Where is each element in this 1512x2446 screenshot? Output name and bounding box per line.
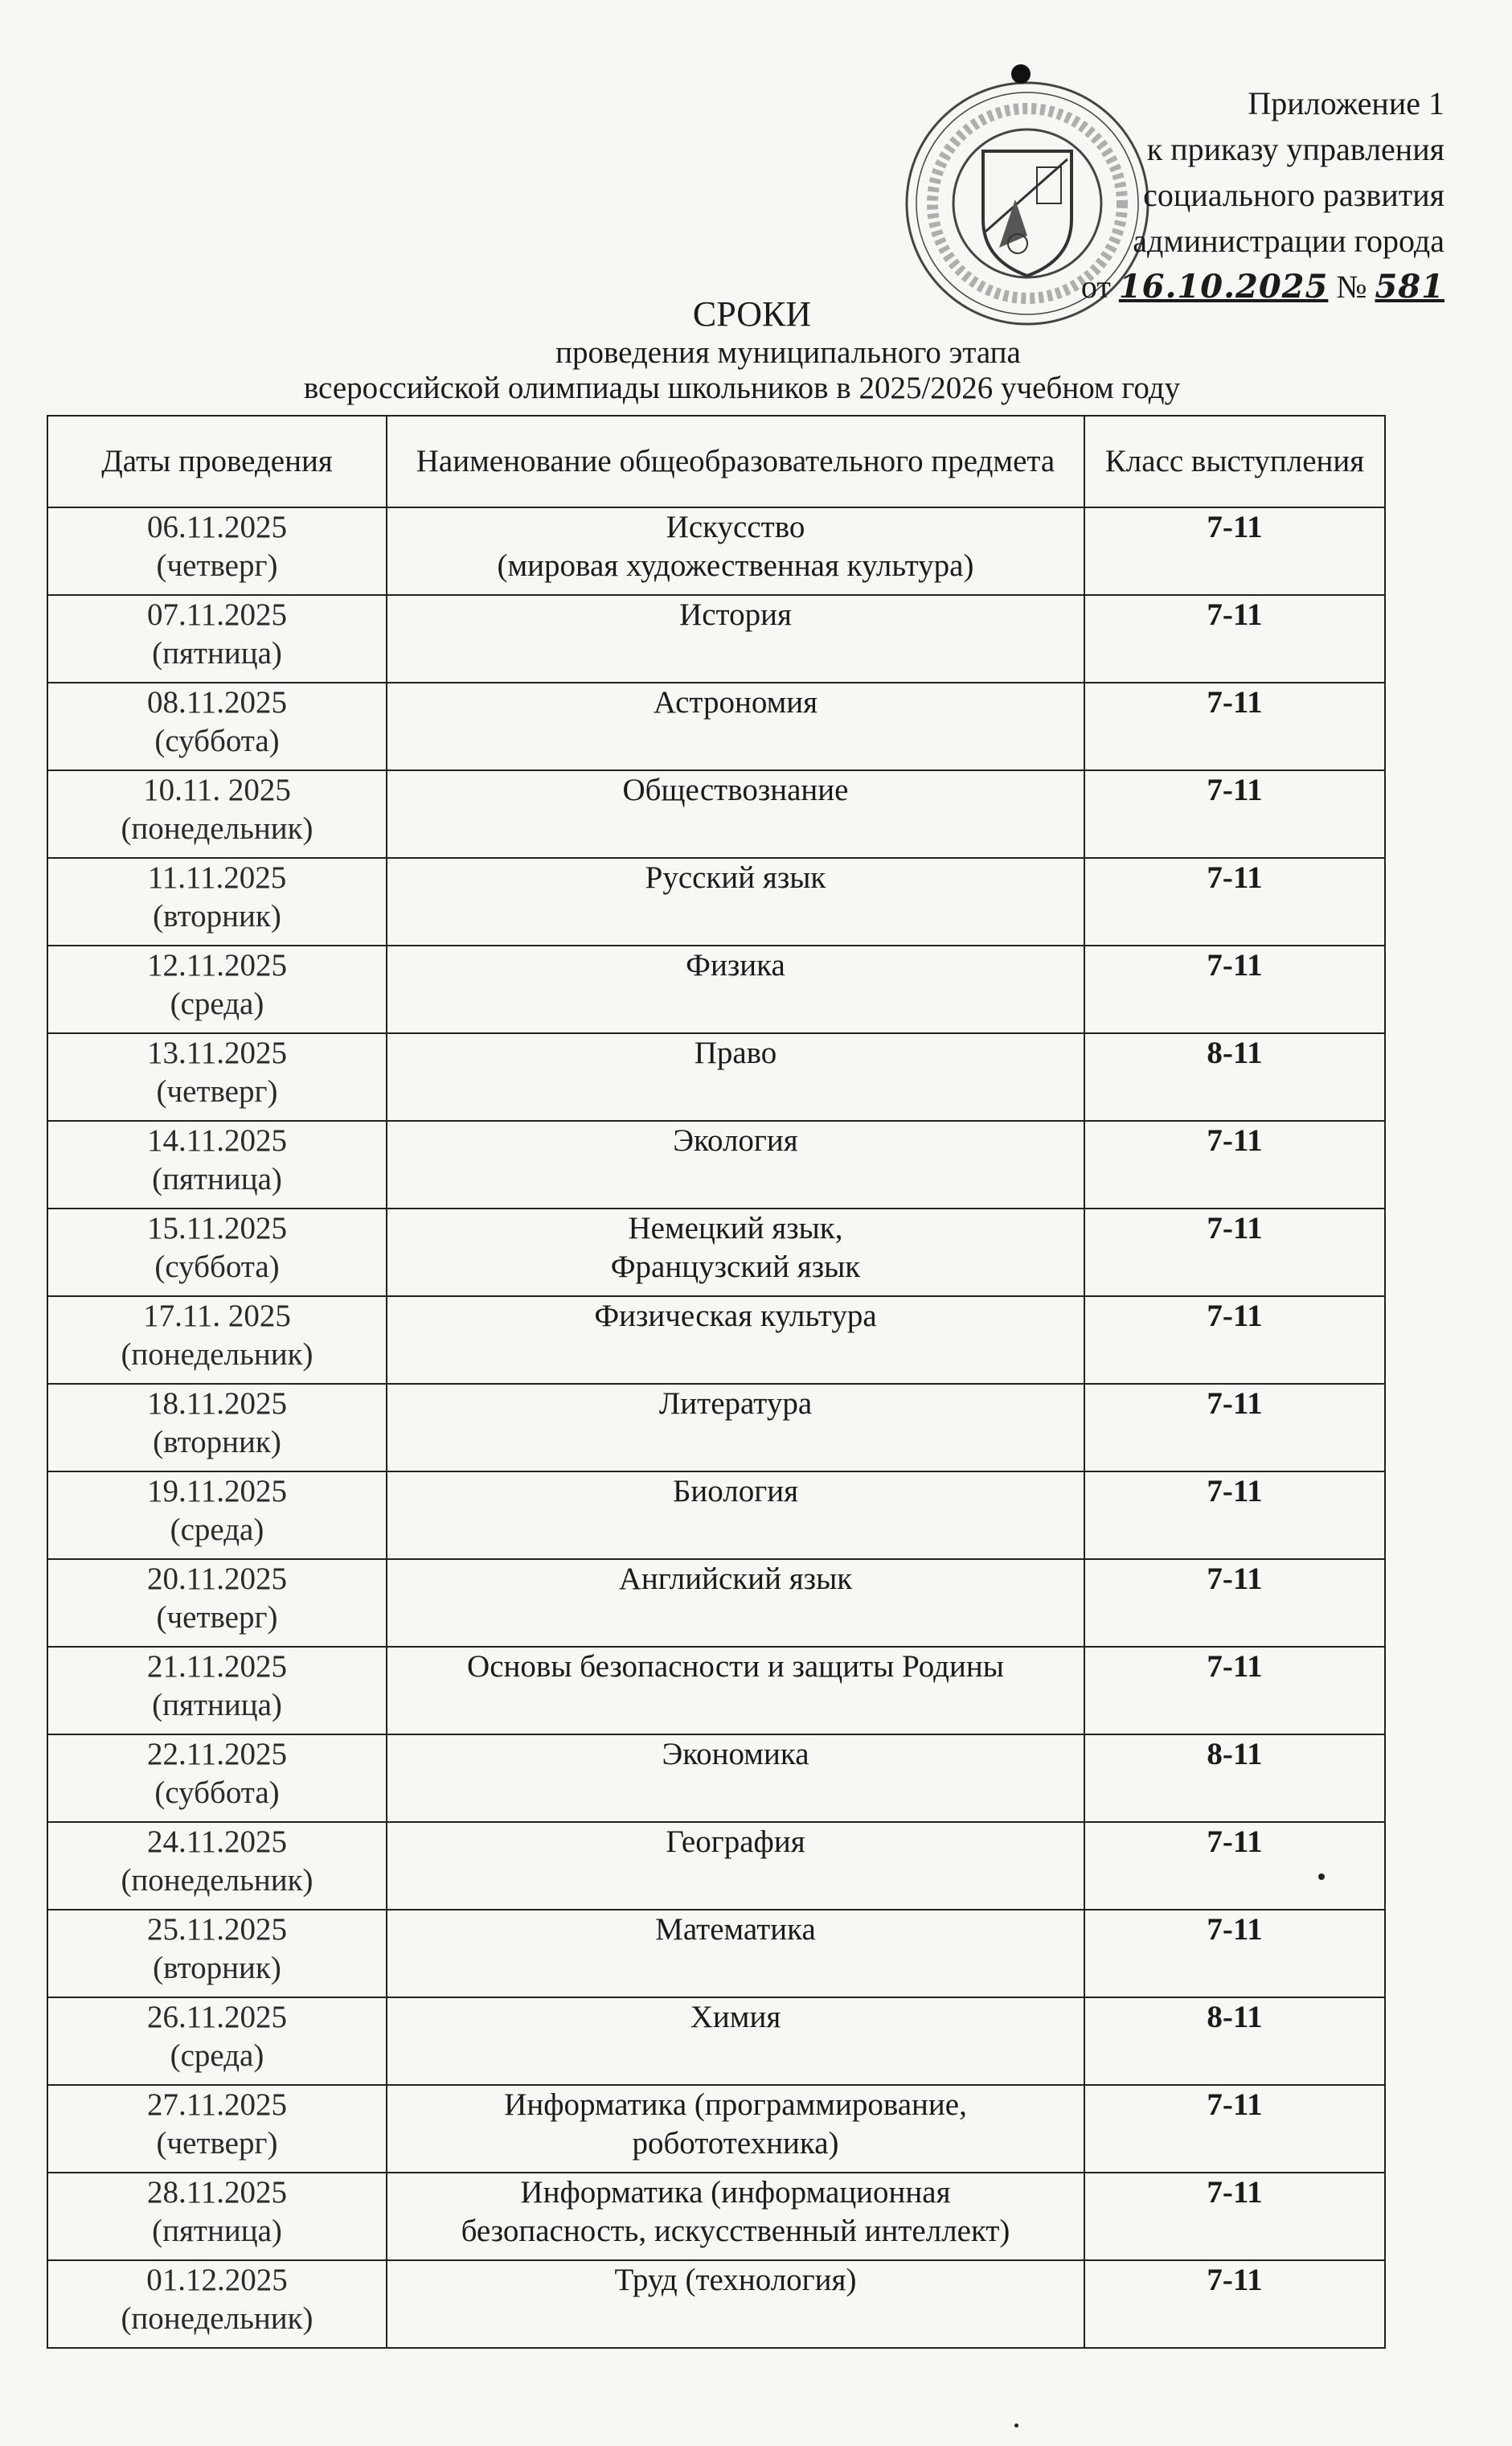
date-cell — [47, 2173, 387, 2260]
date-value: 19.11.2025 — [146, 1474, 288, 1508]
table-row — [47, 1296, 1385, 1384]
date-cell — [47, 1910, 387, 1997]
subject-cell — [387, 1559, 1084, 1647]
date-cell — [47, 507, 387, 595]
grade-cell: 7-11 — [1084, 858, 1385, 946]
subject-name: Информатика (программирование, — [504, 2087, 967, 2122]
appendix-header — [1075, 80, 1444, 310]
weekday-value: (среда) — [170, 2038, 264, 2073]
weekday-value: (четверг) — [156, 1600, 278, 1635]
table-row — [47, 770, 1385, 858]
weekday-value: (пятница) — [152, 636, 282, 671]
header-subject: Наименование общеобразовательного предмета — [387, 416, 1084, 507]
appendix-line-2: к приказу управления — [1146, 131, 1444, 167]
order-date: 16.10.2025 — [1118, 268, 1329, 306]
weekday-value: (понедельник) — [121, 811, 313, 846]
number-prefix: № — [1336, 269, 1367, 305]
subject-name: Химия — [690, 2000, 781, 2034]
date-value: 25.11.2025 — [146, 1912, 288, 1947]
date-value: 22.11.2025 — [146, 1737, 288, 1771]
grade-cell: 7-11 — [1084, 2260, 1385, 2348]
table-row — [47, 1033, 1385, 1121]
date-cell — [47, 1734, 387, 1822]
subject-name: Астрономия — [653, 685, 818, 720]
subject-cell — [387, 1384, 1084, 1471]
header-dates: Даты проведения — [47, 416, 387, 507]
subject-cell — [387, 507, 1084, 595]
grade-cell: 7-11 — [1084, 1647, 1385, 1734]
table-row — [47, 1910, 1385, 1997]
appendix-line-3: социального развития — [1143, 177, 1444, 213]
grade-cell: 7-11 — [1084, 1559, 1385, 1647]
subject-cell — [387, 1033, 1084, 1121]
date-value: 12.11.2025 — [146, 948, 288, 983]
subject-cell — [387, 1822, 1084, 1910]
subject-name: Физическая культура — [594, 1299, 877, 1333]
subject-cell — [387, 683, 1084, 770]
subject-name-continued: (мировая художественная культура) — [497, 548, 974, 583]
weekday-value: (среда) — [170, 987, 264, 1021]
subject-name: Информатика (информационная — [520, 2175, 951, 2210]
date-cell — [47, 595, 387, 683]
subject-cell — [387, 1209, 1084, 1296]
date-value: 11.11.2025 — [147, 860, 287, 895]
grade-cell: 7-11 — [1084, 2173, 1385, 2260]
table-row — [47, 2085, 1385, 2173]
table-row — [47, 507, 1385, 595]
weekday-value: (вторник) — [153, 1951, 281, 1985]
subject-name: Право — [694, 1036, 777, 1070]
date-cell — [47, 2260, 387, 2348]
grade-cell: 8-11 — [1084, 1997, 1385, 2085]
weekday-value: (понедельник) — [121, 1863, 313, 1898]
subject-name: История — [679, 597, 792, 632]
table-row — [47, 1384, 1385, 1471]
table-row — [47, 1209, 1385, 1296]
grade-cell: 7-11 — [1084, 946, 1385, 1033]
weekday-value: (четверг) — [156, 548, 278, 583]
grade-cell: 8-11 — [1084, 1033, 1385, 1121]
subject-cell — [387, 2173, 1084, 2260]
weekday-value: (суббота) — [154, 1775, 280, 1810]
weekday-value: (четверг) — [156, 1074, 278, 1109]
date-value: 06.11.2025 — [146, 510, 288, 544]
date-cell — [47, 946, 387, 1033]
subject-name: Искусство — [666, 510, 805, 544]
subject-name: Английский язык — [618, 1562, 853, 1596]
weekday-value: (вторник) — [153, 1425, 281, 1459]
table-row — [47, 2260, 1385, 2348]
table-row — [47, 1559, 1385, 1647]
date-cell — [47, 858, 387, 946]
weekday-value: (среда) — [170, 1512, 264, 1547]
date-value: 21.11.2025 — [146, 1649, 288, 1684]
date-cell — [47, 2085, 387, 2173]
subject-cell — [387, 595, 1084, 683]
subject-cell — [387, 1471, 1084, 1559]
page-title: СРОКИ — [692, 294, 812, 334]
subject-name: Обществознание — [622, 773, 849, 807]
date-cell — [47, 1471, 387, 1559]
date-value: 07.11.2025 — [146, 597, 288, 632]
grade-cell: 7-11 — [1084, 595, 1385, 683]
subject-name-continued: Французский язык — [610, 1250, 861, 1284]
subject-name: Экономика — [662, 1737, 809, 1771]
subject-cell — [387, 1997, 1084, 2085]
date-cell — [47, 1384, 387, 1471]
date-value: 20.11.2025 — [146, 1562, 288, 1596]
table-row — [47, 858, 1385, 946]
date-cell — [47, 1121, 387, 1209]
date-value: 24.11.2025 — [146, 1824, 288, 1859]
appendix-line-4: администрации города — [1133, 223, 1444, 259]
weekday-value: (пятница) — [152, 1688, 282, 1722]
subject-cell — [387, 2085, 1084, 2173]
table-row — [47, 2173, 1385, 2260]
grade-cell: 8-11 — [1084, 1734, 1385, 1822]
subject-name: Литература — [658, 1386, 813, 1421]
subject-cell — [387, 1734, 1084, 1822]
date-cell — [47, 1033, 387, 1121]
date-cell — [47, 683, 387, 770]
subject-cell — [387, 1121, 1084, 1209]
date-value: 27.11.2025 — [146, 2087, 288, 2122]
grade-cell: 7-11 — [1084, 683, 1385, 770]
subject-cell — [387, 1647, 1084, 1734]
date-value: 18.11.2025 — [146, 1386, 288, 1421]
subject-name-continued: робототехника) — [632, 2126, 839, 2161]
date-value: 10.11. 2025 — [143, 773, 291, 807]
table-row — [47, 1734, 1385, 1822]
table-row — [47, 1471, 1385, 1559]
date-value: 08.11.2025 — [146, 685, 288, 720]
olympiad-schedule-table — [47, 415, 1386, 2349]
date-value: 28.11.2025 — [146, 2175, 288, 2210]
weekday-value: (вторник) — [153, 899, 281, 934]
table-header-row — [47, 416, 1385, 507]
page-subtitle-line-2: всероссийской олимпиады школьников в 2025/2026 учебном году — [303, 371, 1181, 405]
table-row — [47, 1121, 1385, 1209]
subject-name: Физика — [686, 948, 785, 983]
grade-cell: 7-11 — [1084, 770, 1385, 858]
weekday-value: (понедельник) — [121, 1337, 313, 1372]
subject-cell — [387, 1296, 1084, 1384]
date-value: 14.11.2025 — [146, 1123, 288, 1158]
appendix-line-1: Приложение 1 — [1248, 85, 1444, 121]
date-prefix: от — [1080, 269, 1111, 305]
subject-name: Экология — [673, 1123, 798, 1158]
table-row — [47, 1997, 1385, 2085]
grade-cell: 7-11 — [1084, 1121, 1385, 1209]
subject-cell — [387, 1910, 1084, 1997]
date-cell — [47, 1647, 387, 1734]
grade-cell: 7-11 — [1084, 1822, 1385, 1910]
grade-cell: 7-11 — [1084, 2085, 1385, 2173]
subject-cell — [387, 946, 1084, 1033]
subject-name: Математика — [655, 1912, 816, 1947]
date-value: 01.12.2025 — [146, 2263, 288, 2297]
date-cell — [47, 770, 387, 858]
table-row — [47, 683, 1385, 770]
subject-name: Русский язык — [645, 860, 826, 895]
subject-cell — [387, 2260, 1084, 2348]
speck-mark — [1318, 1873, 1325, 1880]
subject-cell — [387, 858, 1084, 946]
speck-mark — [1014, 2423, 1018, 2428]
page-subtitle-line-1: проведения муниципального этапа — [555, 335, 1021, 370]
weekday-value: (суббота) — [154, 724, 280, 758]
grade-cell: 7-11 — [1084, 1471, 1385, 1559]
subject-name: География — [666, 1824, 805, 1859]
subject-name: Основы безопасности и защиты Родины — [467, 1649, 1004, 1684]
subject-name: Биология — [672, 1474, 799, 1508]
subject-cell — [387, 770, 1084, 858]
header-grade: Класс выступления — [1084, 416, 1385, 507]
date-value: 13.11.2025 — [146, 1036, 288, 1070]
table-row — [47, 1647, 1385, 1734]
date-value: 17.11. 2025 — [143, 1299, 291, 1333]
weekday-value: (понедельник) — [121, 2301, 313, 2336]
subject-name: Немецкий язык, — [628, 1211, 843, 1246]
date-cell — [47, 1209, 387, 1296]
table-row — [47, 946, 1385, 1033]
table-row — [47, 595, 1385, 683]
table-row — [47, 1822, 1385, 1910]
date-cell — [47, 1997, 387, 2085]
weekday-value: (суббота) — [154, 1250, 280, 1284]
date-cell — [47, 1296, 387, 1384]
grade-cell: 7-11 — [1084, 1296, 1385, 1384]
grade-cell: 7-11 — [1084, 507, 1385, 595]
grade-cell: 7-11 — [1084, 1910, 1385, 1997]
subject-name-continued: безопасность, искусственный интеллект) — [461, 2214, 1010, 2248]
weekday-value: (пятница) — [152, 1162, 282, 1196]
document-heading — [0, 293, 1512, 406]
date-cell — [47, 1822, 387, 1910]
date-value: 15.11.2025 — [146, 1211, 288, 1246]
weekday-value: (пятница) — [152, 2214, 282, 2248]
grade-cell: 7-11 — [1084, 1384, 1385, 1471]
subject-name: Труд (технология) — [614, 2263, 857, 2297]
weekday-value: (четверг) — [156, 2126, 278, 2161]
order-number: 581 — [1375, 268, 1444, 306]
date-value: 26.11.2025 — [146, 2000, 288, 2034]
date-cell — [47, 1559, 387, 1647]
grade-cell: 7-11 — [1084, 1209, 1385, 1296]
